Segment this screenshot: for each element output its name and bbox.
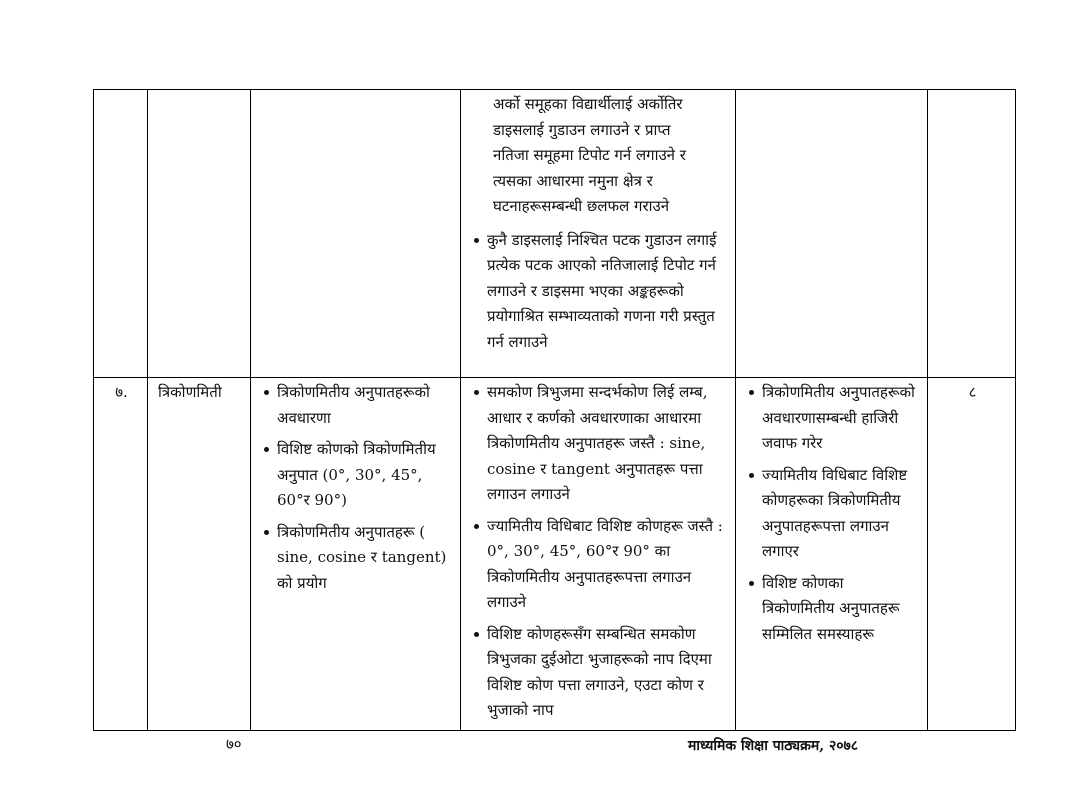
serial-cell (94, 90, 148, 378)
list-item: त्रिकोणमितीय अनुपातहरूको अवधारणासम्बन्धी हाजिरी जवाफ गरेर (746, 380, 919, 457)
evaluation-cell (736, 378, 928, 731)
activity-list (471, 228, 727, 356)
curriculum-table (93, 89, 1016, 731)
list-item: कुनै डाइसलाई निश्चित पटक गुडाउन लगाई प्रत्येक पटक आएको नतिजालाई टिपोट गर्न लगाउने र डाइसमा भएका अङ्कहरूको प्रयोगाश्रित सम्भाव्यताको गणना गरी प्रस्तुत गर्न लगाउने (471, 228, 727, 356)
list-item: विशिष्ट कोणको त्रिकोणमितीय अनुपात (0°, 30°, 45°, 60°र 90°) (261, 437, 452, 514)
list-item: विशिष्ट कोणका त्रिकोणमितीय अनुपातहरू सम्मिलित समस्याहरू (746, 571, 919, 648)
evaluation-cell (736, 90, 928, 378)
text-line: नतिजा समूहमा टिपोट गर्न लगाउने र (493, 146, 686, 164)
text-line: अर्को समूहका विद्यार्थीलाई अर्कोतिर (493, 95, 683, 113)
activity-continued-text (493, 92, 727, 220)
serial-cell: ७. (94, 378, 148, 731)
table-row (94, 378, 1016, 731)
text-line: डाइसलाई गुडाउन लगाउने र प्राप्त (493, 120, 671, 139)
hours-cell (928, 90, 1016, 378)
activity-list (471, 380, 727, 724)
evaluation-list (746, 380, 919, 647)
list-item: ज्यामितीय विधिबाट विशिष्ट कोणहरू जस्तै : 0°, 30°, 45°, 60°र 90° का त्रिकोणमितीय अनुपातहरूपत्ता लगाउन लगाउने (471, 514, 727, 616)
topic-cell (148, 90, 251, 378)
list-item: समकोण त्रिभुजमा सन्दर्भकोण लिई लम्ब, आधार र कर्णको अवधारणाका आधारमा त्रिकोणमितीय अनुपातहरू जस्तै : sine, cosine र tangent अनुपातहरू पत्ता लगाउन लगाउने (471, 380, 727, 508)
list-item: त्रिकोणमितीय अनुपातहरूको अवधारणा (261, 380, 452, 431)
activities-cell (461, 378, 736, 731)
page-number: ७० (226, 735, 242, 753)
publication-title: माध्यमिक शिक्षा पाठ्यक्रम, २०७८ (688, 738, 859, 754)
list-item: ज्यामितीय विधिबाट विशिष्ट कोणहरूका त्रिकोणमितीय अनुपातहरूपत्ता लगाउन लगाएर (746, 463, 919, 565)
table-row (94, 90, 1016, 378)
list-item: विशिष्ट कोणहरूसँग सम्बन्धित समकोण त्रिभुजका दुईओटा भुजाहरूको नाप दिएमा विशिष्ट कोण पत्ता लगाउने, एउटा कोण र भुजाको नाप (471, 622, 727, 724)
hours-cell: ८ (928, 378, 1016, 731)
content-cell (251, 378, 461, 731)
activities-cell (461, 90, 736, 378)
list-item: त्रिकोणमितीय अनुपातहरू ( sine, cosine र tangent) को प्रयोग (261, 520, 452, 597)
text-line: घटनाहरूसम्बन्धी छलफल गराउने (493, 197, 670, 215)
topic-cell: त्रिकोणमिती (148, 378, 251, 731)
content-cell (251, 90, 461, 378)
content-list (261, 380, 452, 596)
text-line: त्यसका आधारमा नमुना क्षेत्र र (493, 171, 653, 190)
